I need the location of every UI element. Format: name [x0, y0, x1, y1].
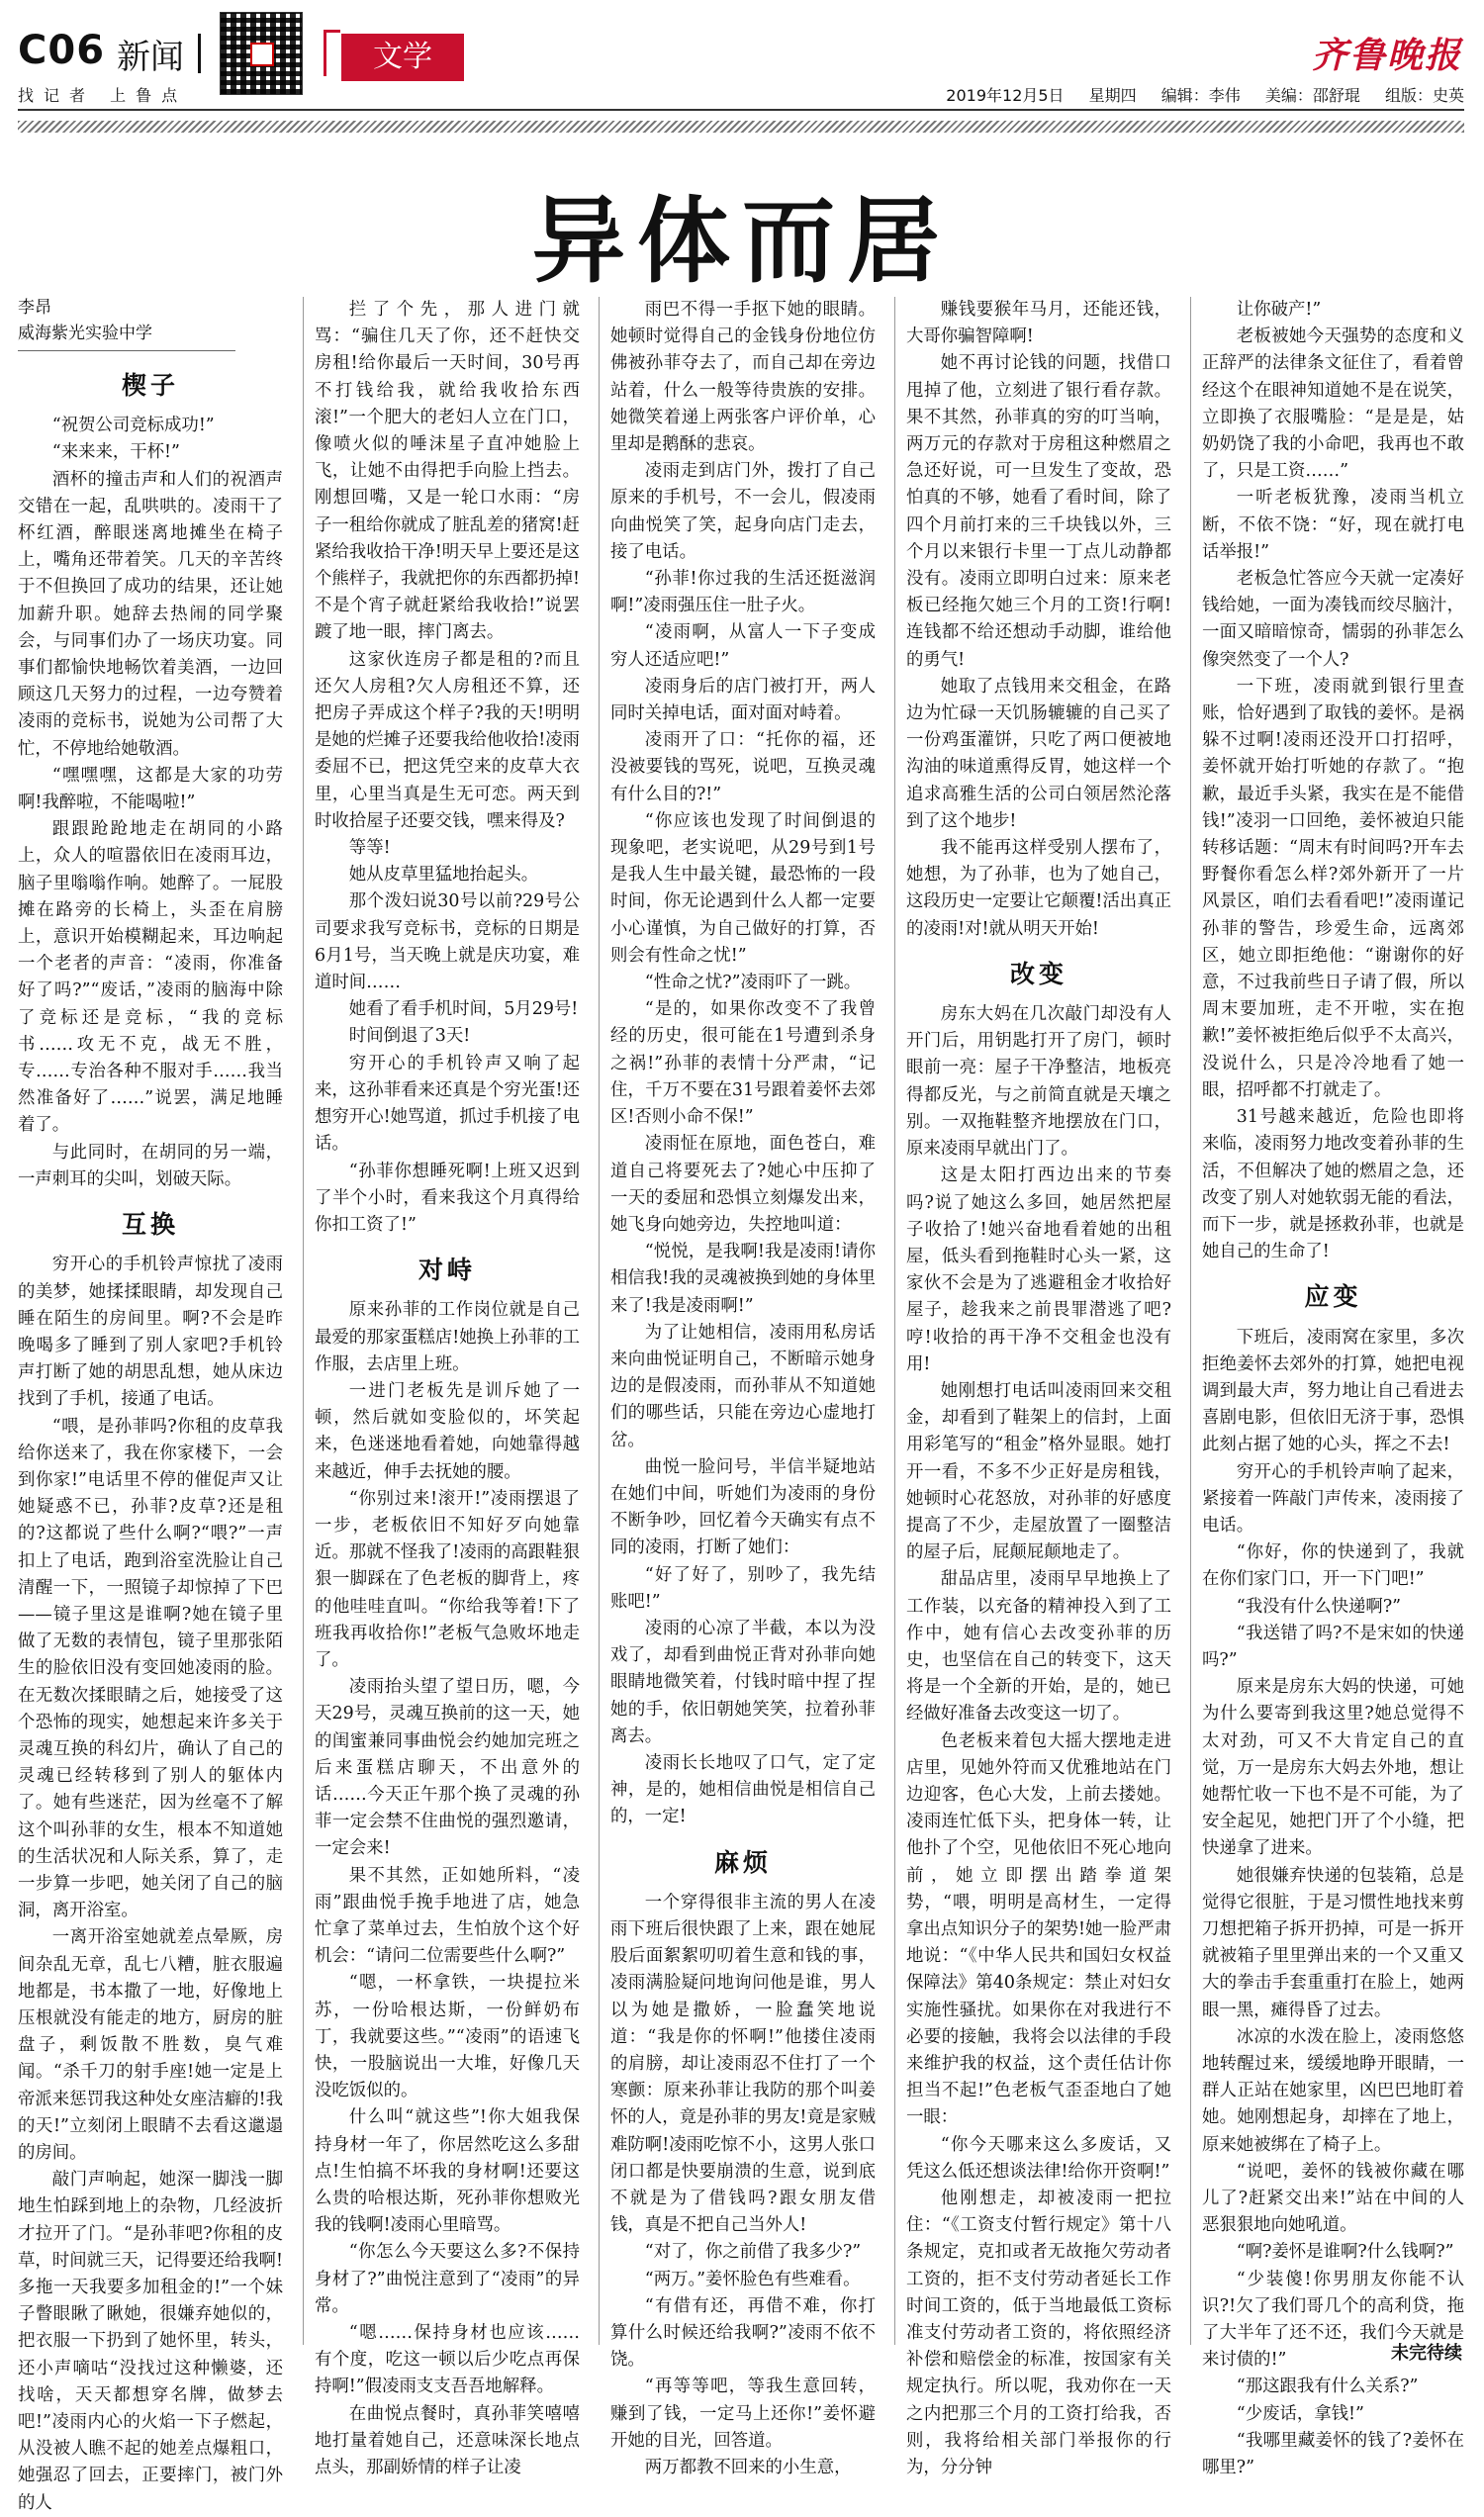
paragraph: 两万都教不回来的小生意，: [644, 2458, 852, 2478]
section-heading-gaibian: 改变: [1009, 959, 1067, 988]
section-heading-xiezi: 楔子: [121, 371, 179, 400]
article-column-2: [315, 297, 580, 2478]
paragraph: 她取了点钱用来交租金，在路边为忙碌一天饥肠辘辘的自己买了一份鸡蛋灌饼，只吃了两口便被地沟油的味道熏得反胃，她这样一个追求高雅生活的公司白领居然沦落到了这个地步!: [906, 676, 1171, 831]
paragraph: 冰凉的水泼在脸上，凌雨悠悠地转醒过来，缓缓地睁开眼睛，一群人正站在她家里，凶巴巴地盯着她。她刚想起身，却摔在了地上，原来她被绑在了椅子上。: [1202, 2026, 1464, 2155]
paragraph: “少装傻!你男朋友你能不认识?!欠了我们哥几个的高利贷，拖了大半年了还不还，我们今天就是来讨债的!”: [1202, 2269, 1464, 2371]
article-column-1: [18, 354, 283, 2513]
author-school: 威海紫光实验中学: [18, 324, 152, 343]
author-name: 李昂: [18, 298, 51, 318]
paragraph: 凌雨的心凉了半截，本以为没戏了，却看到曲悦正背对孙菲向她眼睛地微笑着，付钱时暗中捏了捏她的手，依旧朝她笑笑，拉着孙菲离去。: [610, 1618, 876, 1746]
paragraph: 为了让她相信，凌雨用私房话来向曲悦证明自己，不断暗示她身边的是假凌雨，而孙菲从不知道她们的哪些话，只能在旁边心虚地打岔。: [610, 1322, 876, 1450]
paragraph: “喂，是孙菲吗?你租的皮草我给你送来了，我在你家楼下，一会到你家!”电话里不停的催促声又让她疑惑不已，孙菲?皮草?还是租的?这都说了些什么啊?“喂?”一声扣上了电话，跑到浴室洗脸让自己清醒一下，一照镜子却惊掉了下巴——镜子里这是谁啊?她在镜子里做了无数的表情包，镜子里那张陌生的脸依旧没有变回她凌雨的脸。在无数次揉眼睛之后，她接受了这个恐怖的现实，她想起来许多关于灵魂互换的科幻片，确认了自己的灵魂已经转移到了别人的躯体内了。她有些迷茫，因为丝毫不了解这个叫孙菲的女生，根本不知道她的生活状况和人际关系，算了，走一步算一步吧，她关闭了自己的脑洞，离开浴室。: [18, 1416, 283, 1921]
column-rule: [303, 297, 304, 2345]
author-block: [18, 295, 235, 351]
paragraph: 凌雨开了口：“托你的福，还没被要钱的骂死，说吧，互换灵魂有什么目的?!”: [610, 730, 876, 804]
paragraph: “啊?姜怀是谁啊?什么钱啊?”: [1236, 2242, 1454, 2263]
paragraph: 原来孙菲的工作岗位就是自己最爱的那家蛋糕店!她换上孙菲的工作服，去店里上班。: [315, 1300, 580, 1374]
section-heading-yingbian: 应变: [1304, 1282, 1362, 1312]
paragraph: 她从皮草里猛地抬起头。: [348, 865, 539, 886]
paragraph: “来来来，干杯!”: [51, 442, 180, 463]
header-divider: [198, 34, 201, 73]
art-credit: 美编：邵舒琨: [1264, 86, 1360, 105]
issue-meta: [926, 83, 1464, 106]
paragraph: “性命之忧?”凌雨吓了一跳。: [644, 973, 862, 993]
section-heading-huhuan: 互换: [121, 1210, 179, 1240]
paragraph: “孙菲你想睡死啊!上班又迟到了半个小时，看来我这个月真得给你扣工资了!”: [315, 1161, 580, 1235]
qr-code-icon[interactable]: [220, 12, 303, 95]
paragraph: 房东大妈在几次敲门却没有人开门后，用钥匙打开了房门，顿时眼前一亮：屋子干净整洁，地板亮得都反光，与之前简直就是天壤之别。一双拖鞋整齐地摆放在门口，原来凌雨早就出门了。: [906, 1004, 1171, 1160]
paragraph: 那个泼妇说30号以前?29号公司要求我写竞标书，竞标的日期是6月1号，当天晚上就是庆功宴，难道时间……: [315, 891, 580, 993]
paragraph: 一个穿得很非主流的男人在凌雨下班后很快跟了上来，跟在她屁股后面絮絮叨叨着生意和钱的事，凌雨满脸疑问地询问他是谁，男人以为她是撒娇，一脸蠢笑地说道：“我是你的怀啊!”他搂住凌雨的肩膀，却让凌雨忍不住打了一个寒颤：原来孙菲让我防的那个叫姜怀的人，竟是孙菲的男友!竟是家贼难防啊!凌雨吃惊不小，这男人张口闭口都是快要崩溃的生意，说到底不就是为了借钱吗?跟女朋友借钱，真是不把自己当外人!: [610, 1892, 876, 2236]
paragraph: 我不能再这样受别人摆布了，她想，为了孙菲，也为了她自己，这段历史一定要让它颠覆!活出真正的凌雨!对!就从明天开始!: [906, 838, 1171, 939]
paragraph: “嗯，一杯拿铁，一块提拉米苏，一份哈根达斯，一份鲜奶布丁，我就要这些。”“凌雨”的语速飞快，一股脑说出一大堆，好像几天没吃饭似的。: [315, 1973, 580, 2101]
paragraph: “你应该也发现了时间倒退的现象吧，老实说吧，从29号到1号是我人生中最关键，最恐怖的一段时间，你无论遇到什么人都一定要小心谨慎，为自己做好的打算，否则会有性命之忧!”: [610, 810, 876, 966]
paragraph: 一下班，凌雨就到银行里查账，恰好遇到了取钱的姜怀。是祸躲不过啊!凌雨还没开口打招呼，姜怀就开始打听她的存款了。“抱歉，最近手头紧，我实在是不能借钱!”凌羽一口回绝，姜怀被迫只能转移话题：“周末有时间吗?开车去野餐你看怎么样?郊外新开了一片风景区，咱们去看看吧!”凌雨谨记孙菲的警告，珍爱生命，远离郊区，她立即拒绝他：“谢谢你的好意，不过我前些日子请了假，所以周末要加班，走不开啦，实在抱歉!”姜怀被拒绝后似乎不太高兴，没说什么，只是冷冷地看了她一眼，招呼都不打就走了。: [1202, 676, 1464, 1100]
paragraph: “那这跟我有什么关系?”: [1236, 2377, 1419, 2397]
paragraph: 凌雨怔在原地，面色苍白，难道自己将要死去了?她心中压抑了一天的委屈和恐惧立刻爆发出来，她飞身向她旁边，失控地叫道：: [610, 1134, 876, 1235]
paragraph: 甜品店里，凌雨早早地换上了工作装，以充备的精神投入到了工作中，她有信心去改变孙菲的历史，也坚信在自己的转变下，这天将是一个全新的开始，是的，她已经做好准备去改变这一切了。: [906, 1569, 1171, 1725]
paragraph: 穷开心的手机铃声又响了起来，这孙菲看来还真是个穷光蛋!还想穷开心!她骂道，抓过手机接了电话。: [315, 1053, 580, 1155]
paragraph: “你怎么今天要这么多?不保持身材了?”曲悦注意到了“凌雨”的异常。: [315, 2242, 580, 2316]
tag-bracket: [324, 30, 340, 76]
paragraph: “孙菲!你过我的生活还挺滋润啊!”凌雨强压住一肚子火。: [610, 569, 876, 616]
paragraph: 她刚想打电话叫凌雨回来交租金，却看到了鞋架上的信封，上面用彩笔写的“租金”格外显眼。她打开一看，不多不少正好是房租钱，她顿时心花怒放，对孙菲的好感度提高了不少，走屋放置了一圈整洁的屋子后，屁颠屁颠地走了。: [906, 1380, 1171, 1563]
paragraph: 让你破产!”: [1236, 300, 1322, 320]
paragraph: “你别过来!滚开!”凌雨摆退了一步，老板依旧不知好歹向她靠近。那就不怪我了!凌雨的高跟鞋狠狠一脚踩在了色老板的脚背上，疼的他哇哇直叫。“你给我等着!下了班我再收拾你!”老板气急败坏地走了。: [315, 1488, 580, 1670]
paragraph: 下班后，凌雨窝在家里，多次拒绝姜怀去郊外的打算，她把电视调到最大声，努力地让自己看进去喜剧电影，但依旧无济于事，恐惧此刻占据了她的心头，挥之不去!: [1202, 1327, 1464, 1455]
paragraph: 雨巴不得一手抠下她的眼睛。她顿时觉得自己的金钱身份地位仿佛被孙菲夺去了，而自己却在旁边站着，什么一般等待贵族的安排。她微笑着递上两张客户评价单，心里却是鹅酥的悲哀。: [610, 300, 876, 455]
paragraph: 穷开心的手机铃声惊扰了凌雨的美梦，她揉揉眼睛，却发现自己睡在陌生的房间里。啊?不会是昨晚喝多了睡到了别人家吧?手机铃声打断了她的胡思乱想，她从床边找到了手机，接通了电话。: [18, 1255, 283, 1410]
article-column-3: [610, 297, 876, 2478]
paragraph: 曲悦一脸问号，半信半疑地站在她们中间，听她们为凌雨的身份不断争吵，回忆着今天确实有点不同的凌雨，打断了她们：: [610, 1456, 876, 1558]
issue-date: 2019年12月5日: [946, 86, 1065, 105]
paragraph: “两万。”姜怀脸色有些难看。: [644, 2269, 861, 2289]
hatched-band: [18, 121, 1464, 133]
paragraph: “有借有还，再借不难，你打算什么时候还给我啊?”凌雨不依不饶。: [610, 2295, 876, 2371]
paragraph: “嗯……保持身材也应该……有个度，吃这一顿以后少吃点再保持啊!”假凌雨支支吾吾地解释。: [315, 2323, 580, 2397]
paragraph: “再等等吧，等我生意回转，赚到了钱，一定马上还你!”姜怀避开她的目光，回答道。: [610, 2377, 876, 2451]
paragraph: 凌雨身后的店门被打开，两人同时关掉电话，面对面对峙着。: [610, 676, 876, 724]
paragraph: 与此同时，在胡同的另一端，一声刺耳的尖叫，划破天际。: [18, 1142, 283, 1189]
section-heading-duizhi: 对峙: [417, 1256, 476, 1285]
paragraph: 穷开心的手机铃声响了起来，紧接着一阵敲门声传来，凌雨接了电话。: [1202, 1461, 1464, 1536]
paragraph: 凌雨抬头望了望日历，嗯，今天29号，灵魂互换前的这一天，她的闺蜜兼同事曲悦会约她加完班之后来蛋糕店聊天，不出意外的话……今天正午那个换了灵魂的孙菲一定会禁不住曲悦的强烈邀请，一定会来!: [315, 1677, 580, 1859]
paragraph: 凌雨走到店门外，拨打了自己原来的手机号，不一会儿，假凌雨向曲悦笑了笑，起身向店门走去，接了电话。: [610, 461, 876, 562]
paragraph: 色老板来着包大摇大摆地走进店里，见她外符而又优雅地站在门边迎客，色心大发，上前去搂她。凌雨连忙低下头，把身体一转，让他扑了个空，见他依旧不死心地向前，她立即摆出踏拳道架势，“喂，明明是高材生，一定得拿出点知识分子的架势!她一脸严肃地说：“《中华人民共和国妇女权益保障法》第40条规定：禁止对妇女实施性骚扰。如果你在对我进行不必要的接触，我将会以法律的手段来维护我的权益，这个责任估计你担当不起!”色老板气歪歪地白了她一眼：: [906, 1730, 1171, 2128]
paragraph: 老板被她今天强势的态度和义正辞严的法律条文征住了，看着曾经这个在眼神知道她不是在说笑，立即换了衣服嘴脸：“是是是，姑奶奶饶了我的小命吧，我再也不敢了，只是工资……”: [1202, 326, 1464, 482]
page-number: C06: [18, 28, 106, 73]
paragraph: 敲门声响起，她深一脚浅一脚地生怕踩到地上的杂物，几经波折才拉开了门。“是孙菲吧?你租的皮草，时间就三天，记得要还给我啊!多拖一天我要多加租金的!”一个妹子瞥眼瞅了瞅她，很嫌弃她似的，把衣服一下扔到了她怀里，转头，还小声嘀咕“没找过这种懒婆，还找啥，天天都想穿名牌，做梦去吧!”凌雨内心的火焰一下子燃起，从没被人瞧不起的她差点爆粗口，她强忍了回去，正要摔门，被门外的人: [18, 2170, 283, 2513]
paragraph: “好了好了，别吵了，我先结账吧!”: [610, 1564, 876, 1612]
page-header: [0, 0, 1484, 134]
paragraph: 一进门老板先是训斥她了一顿，然后就如变脸似的，坏笑起来，色迷迷地看着她，向她靠得越来越近，伸手去抚她的腰。: [315, 1380, 580, 1482]
paragraph: 等等!: [348, 838, 391, 859]
paragraph: 凌雨长长地叹了口气，定了定神，是的，她相信曲悦是相信自己的，一定!: [610, 1752, 876, 1827]
paragraph: 31号越来越近，危险也即将来临，凌雨努力地改变着孙菲的生活，不但解决了她的燃眉之急，还改变了别人对她软弱无能的看法，而下一步，就是拯救孙菲，也就是她自己的生命了!: [1202, 1107, 1464, 1262]
paragraph: 老板急忙答应今天就一定凑好钱给她，一面为凑钱而绞尽脑汁，一面又暗暗惊奇，懦弱的孙菲怎么像突然变了一个人?: [1202, 569, 1464, 670]
column-rule: [1190, 297, 1191, 2345]
column-rule: [894, 297, 895, 2345]
paragraph: “我送错了吗?不是宋如的快递吗?”: [1202, 1623, 1464, 1670]
paragraph: “你好，你的快递到了，我就在你们家门口，开一下门吧!”: [1202, 1542, 1464, 1590]
paragraph: 什么叫“就这些”!你大姐我保持身材一年了，你居然吃这么多甜点!生怕搞不坏我的身材啊!还要这么贵的哈根达斯，死孙菲你想败光我的钱啊!凌雨心里暗骂。: [315, 2107, 580, 2236]
paragraph: 时间倒退了3天!: [348, 1026, 471, 1047]
paragraph: 她很嫌弃快递的包装箱，总是觉得它很脏，于是习惯性地找来剪刀想把箱子拆开扔掉，可是一拆开就被箱子里里弹出来的一个又重又大的拳击手套重重打在脸上，她两眼一黑，瘫得昏了过去。: [1202, 1865, 1464, 2020]
paragraph: 她看了看手机时间，5月29号!: [348, 999, 579, 1020]
paragraph: “对了，你之前借了我多少?”: [644, 2242, 862, 2263]
paragraph: “是的，如果你改变不了我曾经的历史，很可能在1号遭到杀身之祸!”孙菲的表情十分严肃，“记住，千万不要在31号跟着姜怀去郊区!否则小命不保!”: [610, 999, 876, 1128]
layout-credit: 组版：史英: [1384, 86, 1464, 105]
paragraph: 拦了个先，那人进门就骂：“骗住几天了你，还不赶快交房租!给你最后一天时间，30号再不打钱给我，就给我收拾东西滚!”一个肥大的老妇人立在门口，像喷火似的唾沫星子直冲她脸上飞，让她不由得把手向脸上挡去。刚想回嘴，又是一轮口水雨：“房子一租给你就成了脏乱差的猪窝!赶紧给我收拾干净!明天早上要还是这个熊样子，我就把你的东西都扔掉!不是个宵子就赶紧给我收拾!”说罢踱了地一眼，摔门离去。: [315, 300, 580, 643]
issue-weekday: 星期四: [1088, 86, 1137, 105]
paragraph: 赚钱要猴年马月，还能还钱，大哥你骗智障啊!: [906, 300, 1171, 347]
paragraph: “悦悦，是我啊!我是凌雨!请你相信我!我的灵魂被换到她的身体里来了!我是凌雨啊!”: [610, 1242, 876, 1316]
paragraph: “你今天哪来这么多废话，又凭这么低还想谈法律!给你开资啊!”: [906, 2134, 1171, 2182]
paragraph: “说吧，姜怀的钱被你藏在哪儿了?赶紧交出来!”站在中间的人恶狠狠地向她吼道。: [1202, 2161, 1464, 2236]
to-be-continued: 未完待续: [1391, 2343, 1462, 2364]
paragraph: 原来是房东大妈的快递，可她为什么要寄到我这里?她总觉得不太对劲，可又不大肯定自己的直觉，万一是房东大妈去外地，想让她帮忙收一下也不是不可能，为了安全起见，她把门开了个小缝，把快递拿了进来。: [1202, 1677, 1464, 1859]
paragraph: “我没有什么快递啊?”: [1236, 1596, 1402, 1617]
column-rule: [599, 297, 600, 2345]
paragraph: 她不再讨论钱的问题，找借口甩掉了他，立刻进了银行看存款。果不其然，孙菲真的穷的叮当响，两万元的存款对于房租这种燃眉之急还好说，可一旦发生了变故，恐怕真的不够，她看了看时间，除了四个月前打来的三千块钱以外，三个月以来银行卡里一丁点儿动静都没有。凌雨立即明白过来：原来老板已经拖欠她三个月的工资!行啊!连钱都不给还想动手动脚，谁给他的勇气!: [906, 353, 1171, 670]
column-tag: 文学: [341, 34, 464, 81]
paragraph: “祝贺公司竞标成功!”: [51, 416, 215, 436]
editor-credit: 编辑：李伟: [1160, 86, 1241, 105]
paragraph: 这家伙连房子都是租的?而且还欠人房租?欠人房租还不算，还把房子弄成这个样子?我的天!明明是她的烂摊子还要我给他收拾!凌雨委屈不已，把这凭空来的皮草大衣里，心里当真是生无可恋。两天到时收拾屋子还要交钱，嘿来得及?: [315, 649, 580, 831]
paragraph: 一听老板犹豫，凌雨当机立断，不依不饶：“好，现在就打电话举报!”: [1202, 488, 1464, 562]
newspaper-logo: 齐鲁晚报: [1311, 35, 1462, 76]
paragraph: “我哪里藏姜怀的钱了?姜怀在哪里?”: [1202, 2430, 1464, 2478]
section-name: 新闻: [117, 38, 184, 77]
section-heading-mafan: 麻烦: [713, 1847, 772, 1877]
paragraph: 这是太阳打西边出来的节奏吗?说了她这么多回，她居然把屋子收拾了!她兴奋地看着她的出租屋，低头看到拖鞋时心头一紧，这家伙不会是为了逃避租金才收拾好屋子，趁我来之前畏罪潜逃了吧?哼!收拾的再干净不交租金也没有用!: [906, 1165, 1171, 1374]
paragraph: 酒杯的撞击声和人们的祝酒声交错在一起，乱哄哄的。凌雨干了杯红酒，醉眼迷离地摊坐在椅子上，嘴角还带着笑。几天的辛苦终于不但换回了成功的结果，还让她加薪升职。她辞去热闹的同学聚会，与同事们办了一场庆功宴。同事们都愉快地畅饮着美酒，一边回顾这几天努力的过程，一边夸赞着凌雨的竞标书，说她为公司帮了大忙，不停地给她敬酒。: [18, 469, 283, 759]
paragraph: “少废话，拿钱!”: [1236, 2403, 1364, 2424]
paragraph: 在曲悦点餐时，真孙菲笑嘻嘻地打量着她自己，还意味深长地点点头，那副娇情的样子让凌: [315, 2403, 580, 2478]
header-slogan: 找记者 上鲁点: [18, 86, 188, 105]
article-column-4: [906, 297, 1171, 2478]
paragraph: 他刚想走，却被凌雨一把拉住：“《工资支付暂行规定》第十八条规定，克扣或者无故拖欠劳动者工资的，拒不支付劳动者延长工作时间工资的，低于当地最低工资标准支付劳动者工资的，将依照经济补偿和赔偿金的标准，按国家有关规定执行。所以呢，我劝你在一天之内把那三个月的工资打给我，否则，我将给相关部门举报你的行为，分分钟: [906, 2189, 1171, 2478]
paragraph: 一离开浴室她就差点晕厥，房间杂乱无章，乱七八糟，脏衣服遍地都是，书本撒了一地，好像地上压根就没有能走的地方，厨房的脏盘子，剩饭散不胜数，臭气难闻。“杀千刀的射手座!她一定是上帝派来惩罚我这种处女座洁癖的!我的天!”立刻闭上眼睛不去看这邋遢的房间。: [18, 1927, 283, 2163]
article-title: 异体而居: [531, 188, 952, 296]
header-rule: [18, 109, 1464, 111]
paragraph: 果不其然，正如她所料，“凌雨”跟曲悦手挽手地进了店，她急忙拿了菜单过去，生怕放个这个好机会：“请问二位需要些什么啊?”: [315, 1865, 580, 1967]
paragraph: “嘿嘿嘿，这都是大家的功劳啊!我醉啦，不能喝啦!”: [18, 765, 283, 813]
author-underline: [18, 350, 235, 351]
paragraph: “凌雨啊，从富人一下子变成穷人还适应吧!”: [610, 622, 876, 670]
paragraph: 跟跟跄跄地走在胡同的小路上，众人的喧嚣依旧在凌雨耳边，脑子里嗡嗡作响。她醉了。一屁股摊在路旁的长椅上，头歪在肩膀上，意识开始模糊起来，耳边响起一个老者的声音：“凌雨，你准备好了吗?”“废话，”凌雨的脑海中除了竞标还是竞标，“我的竞标书……攻无不克，战无不胜，专……专治各种不服对手……我当然准备好了……”说罢，满足地睡着了。: [18, 819, 283, 1136]
